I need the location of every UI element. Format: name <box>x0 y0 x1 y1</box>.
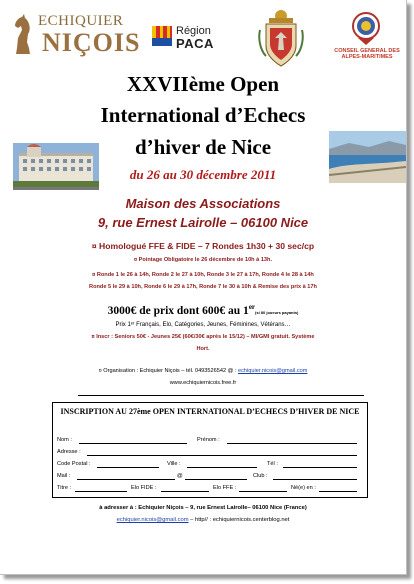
region-label: Région <box>176 25 211 37</box>
tel-field[interactable] <box>283 461 357 468</box>
chess-knight-icon <box>12 12 34 56</box>
footer-blog-text: – http// : echiquiernicois.centerblog.net <box>188 517 290 523</box>
prize-fund-sup: er <box>248 303 256 311</box>
venue-name: Maison des Associations <box>125 196 281 211</box>
conseil-general-text: CONSEIL GENERAL DES ALPES-MARITIMES <box>334 48 400 60</box>
organisation-email-link[interactable]: echiquier.nicois@gmail.com <box>237 368 308 374</box>
footer-contacts <box>0 517 406 523</box>
pointage-line: ¤ Pointage Obligatoire le 26 décembre de 10h à 13h. <box>133 257 273 263</box>
prenom-field[interactable] <box>227 437 357 444</box>
homologation-line: ¤ Homologué FFE & FIDE – 7 Rondes 1h30 + 30 sec/cp <box>91 241 315 251</box>
tel-label: Tél : <box>267 461 278 467</box>
form-row-mail <box>57 473 363 483</box>
prize-categories: Prix 1ᵉʳ Français, Elo, Catégories, Jeunes, Féminines, Vétérans… <box>115 322 291 328</box>
region-paca-logo <box>152 26 232 54</box>
divider-line <box>78 395 364 396</box>
venue-address: 9, rue Ernest Lairolle – 06100 Nice <box>97 215 309 230</box>
form-row-address <box>57 449 363 459</box>
mail-domain-field[interactable] <box>185 473 247 480</box>
registration-form-title: INSCRIPTION AU 27ème OPEN INTERNATIONAL D’ECHECS D’HIVER DE NICE <box>60 407 360 416</box>
prize-fund-text: 3000€ de prix dont 600€ au 1 <box>107 304 249 317</box>
elo-fide-field[interactable] <box>161 485 209 492</box>
code-postal-label: Code Postal : <box>57 461 91 467</box>
prize-fund-line <box>0 303 406 317</box>
elo-fide-label: Elo FIDE : <box>131 485 157 491</box>
paca-flag-icon <box>152 26 172 46</box>
conseil-general-emblem-icon <box>352 12 380 46</box>
nom-label: Nom : <box>57 437 72 443</box>
mail-user-field[interactable] <box>77 473 175 480</box>
registration-form <box>52 402 368 498</box>
organisation-label: ¤ Organisation : Echiquier Niçois – tél. 0493526542 @ : <box>98 368 237 374</box>
titre-field[interactable] <box>75 485 127 492</box>
footer-email-link[interactable]: echiquier.nicois@gmail.com <box>116 517 189 523</box>
elo-ffe-label: Elo FFE : <box>213 485 237 491</box>
nom-field[interactable] <box>79 437 187 444</box>
organisation-website[interactable]: www.echiquiernicois.free.fr <box>169 380 237 386</box>
organisation-line <box>0 368 406 374</box>
paca-label: PACA <box>176 36 214 51</box>
mail-at-label: @ <box>177 473 183 479</box>
ne-en-field[interactable] <box>319 485 357 492</box>
mail-label: Mail : <box>57 473 71 479</box>
logo-text-bottom: NIÇOIS <box>42 28 141 57</box>
title-line-2: International d’Echecs <box>100 103 306 127</box>
form-row-rating <box>57 485 363 495</box>
rounds-line-1: ¤ Ronde 1 le 26 à 14h, Ronde 2 le 27 à 10h, Ronde 3 le 27 à 17h, Ronde 4 le 28 à 14h <box>92 272 314 278</box>
club-label: Club : <box>253 473 268 479</box>
event-dates: du 26 au 30 décembre 2011 <box>129 167 277 182</box>
nice-coat-of-arms-icon <box>256 8 306 70</box>
title-line-1: XXVIIème Open <box>126 72 280 96</box>
baie-des-anges-photo <box>329 131 406 183</box>
prize-fund-note: (si 80 joueurs payants) <box>255 309 299 315</box>
send-to-address: à adresser à : Echiquier Niçois – 9, rue Ernest Lairolle– 06100 Nice (France) <box>99 505 307 511</box>
ville-label: Ville : <box>167 461 181 467</box>
title-line-3: d’hiver de Nice <box>134 135 272 159</box>
echiquier-nicois-logo <box>12 10 141 60</box>
inscription-fees-line-1: ¤ Inscr : Seniors 50€ - Jeunes 25€ (60€/30€ après le 15/12) – MI/GMI gratuit. Système <box>91 334 315 340</box>
form-row-city <box>57 461 363 471</box>
elo-ffe-field[interactable] <box>239 485 287 492</box>
club-field[interactable] <box>273 473 357 480</box>
rounds-line-2: Ronde 5 le 29 à 10h, Ronde 6 le 29 à 17h, Ronde 7 le 30 à 10h & Remise des prix à 17h <box>89 284 317 290</box>
adresse-label: Adresse : <box>57 449 81 455</box>
logo-text-top: ECHIQUIER <box>38 13 124 29</box>
titre-label: Titre : <box>57 485 72 491</box>
code-postal-field[interactable] <box>97 461 159 468</box>
conseil-general-logo <box>330 12 402 62</box>
ville-field[interactable] <box>187 461 257 468</box>
inscription-fees-line-2: Hort. <box>196 346 210 352</box>
adresse-field[interactable] <box>87 449 357 456</box>
form-row-name <box>57 437 363 447</box>
ne-en-label: Né(e) en : <box>291 485 316 491</box>
prenom-label: Prénom : <box>197 437 220 443</box>
hotel-negresco-photo <box>13 143 99 190</box>
